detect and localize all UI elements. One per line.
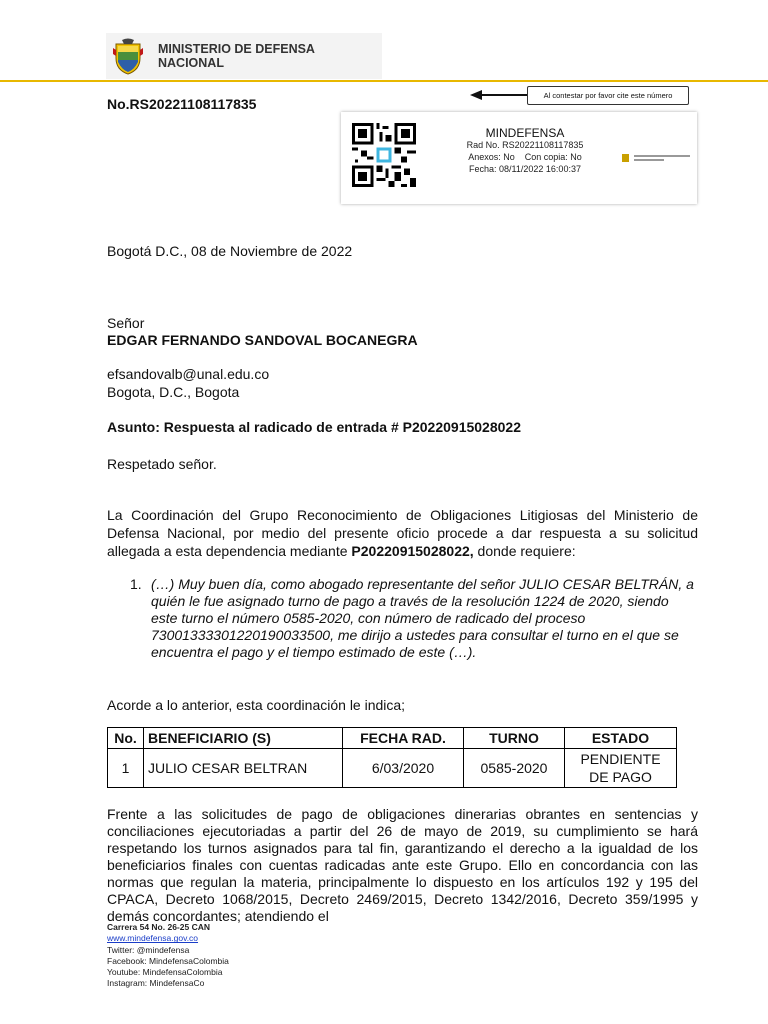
column-header: No. <box>108 728 144 749</box>
qr-code-icon <box>352 123 416 187</box>
stamp-date: Fecha: 08/11/2022 16:00:37 <box>469 164 581 174</box>
greeting: Respetado señor. <box>107 456 217 472</box>
coat-of-arms-logo <box>112 38 144 76</box>
table-cell: PENDIENTE DE PAGO <box>565 749 677 788</box>
footer-website-link[interactable]: www.mindefensa.gov.co <box>107 933 199 944</box>
table-header-row <box>108 728 677 749</box>
table-cell: 6/03/2020 <box>343 749 464 788</box>
intro-text-end: donde requiere: <box>473 543 576 559</box>
reply-reference-note: Al contestar por favor cite este número <box>527 86 689 105</box>
stamp-annexes: Anexos: No Con copia: No <box>468 152 582 162</box>
arrow-left-icon <box>470 89 528 101</box>
ministry-mini-logo <box>622 152 692 164</box>
footer-contact <box>107 922 229 990</box>
payment-turn-table <box>107 727 677 788</box>
document-number: No.RS20221108117835 <box>107 96 257 112</box>
header-divider <box>0 80 768 82</box>
date-line: Bogotá D.C., 08 de Noviembre de 2022 <box>107 243 353 259</box>
ministry-name-line1: MINISTERIO DE DEFENSA <box>158 42 315 56</box>
ministry-name-line2: NACIONAL <box>158 56 224 70</box>
intro-paragraph <box>107 506 698 560</box>
column-header: ESTADO <box>565 728 677 749</box>
footer-instagram: Instagram: MindefensaCo <box>107 978 205 989</box>
footer-facebook: Facebook: MindefensaColombia <box>107 955 229 966</box>
column-header: TURNO <box>464 728 565 749</box>
stamp-organization: MINDEFENSA <box>485 126 565 140</box>
table-cell: 1 <box>108 749 144 788</box>
recipient-city: Bogota, D.C., Bogota <box>107 384 240 400</box>
table-row <box>108 749 677 788</box>
stamp-rad-number: Rad No. RS20221108117835 <box>466 140 584 150</box>
quoted-request: (…) Muy buen día, como abogado representante del señor JULIO CESAR BELTRÁN, a quién le fue asignado turno de pago a través de la resolución 1224 de 2020, siendo este turno el número 0585-2020, con número de radicado del proceso 73001333301220190033500, me dirijo a ustedes para consultar el turno en el que se encuentra el pago y el tiempo estimado de este (…). <box>151 576 694 660</box>
list-number: 1. <box>130 576 142 592</box>
recipient-title: Señor <box>107 315 145 331</box>
table-cell: JULIO CESAR BELTRAN <box>144 749 343 788</box>
column-header: BENEFICIARIO (S) <box>144 728 343 749</box>
table-cell: 0585-2020 <box>464 749 565 788</box>
recipient-email: efsandovalb@unal.edu.co <box>107 366 270 382</box>
ministry-name <box>158 42 378 70</box>
intro-text: La Coordinación del Grupo Reconocimiento de Obligaciones Litigiosas del Ministerio de Defensa Nacional, por medio del presente oficio procede a dar respuesta a su solicitud allegada a esta dependencia mediante <box>107 507 698 559</box>
column-header: FECHA RAD. <box>343 728 464 749</box>
footer-twitter: Twitter: @mindefensa <box>107 944 190 955</box>
footer-youtube: Youtube: MindefensaColombia <box>107 967 223 978</box>
subject-line: Asunto: Respuesta al radicado de entrada # P20220915028022 <box>107 419 521 435</box>
table-intro: Acorde a lo anterior, esta coordinación le indica; <box>107 697 406 713</box>
body-paragraph: Frente a las solicitudes de pago de obligaciones dinerarias obrantes en sentencias y conciliaciones ejecutoriadas a partir del 26 de mayo de 2019, su cumplimiento se hará respetando los turnos asignados para tal fin, garantizando el derecho a la igualdad de los beneficiarios finales con cuentas radicadas ante este Grupo. Ello en concordancia con las normas que regulan la materia, principalmente lo dispuesto en los artículos 192 y 195 del CPACA, Decreto 1068/2015, Decreto 2469/2015, Decreto 1342/2016, Decreto 359/1995 y demás concordantes; atendiendo el <box>107 806 698 924</box>
footer-address: Carrera 54 No. 26-25 CAN <box>107 922 210 932</box>
recipient-name: EDGAR FERNANDO SANDOVAL BOCANEGRA <box>107 332 418 348</box>
radicado-reference: P20220915028022, <box>351 543 474 559</box>
